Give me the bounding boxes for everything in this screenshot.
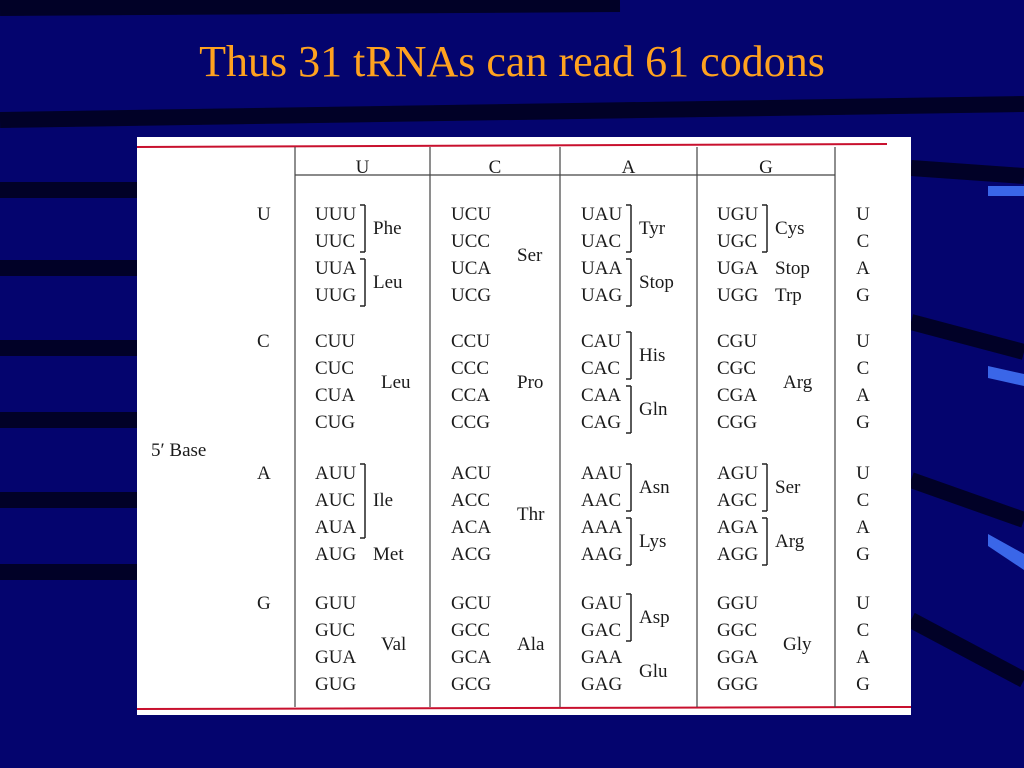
codon: AUC — [315, 490, 356, 511]
codon: CAA — [581, 385, 622, 406]
codon: CAC — [581, 358, 621, 379]
amino-acid-ala: Ala — [517, 633, 545, 655]
codon: AUU — [315, 463, 357, 484]
first-base-a: A — [257, 463, 271, 484]
third-base-label: A — [856, 647, 870, 668]
codon: AAG — [581, 544, 623, 565]
codon: GCA — [451, 647, 492, 668]
third-base-label: G — [856, 285, 870, 306]
codon: UAC — [581, 231, 622, 252]
codon: GAA — [581, 647, 623, 668]
codon: ACA — [451, 517, 492, 538]
amino-acid-phe: Phe — [373, 217, 402, 239]
codon: UCA — [451, 258, 492, 279]
codon: AUA — [315, 517, 357, 538]
codon: CGA — [717, 385, 758, 406]
codon: GCU — [451, 593, 492, 614]
codon: CUA — [315, 385, 356, 406]
column-header-c: C — [488, 157, 502, 178]
first-base-label: 5′ Base — [151, 440, 207, 461]
amino-acid-asn: Asn — [639, 476, 670, 498]
codon: UGU — [717, 204, 759, 225]
codon: GCC — [451, 620, 491, 641]
codon: CCC — [451, 358, 490, 379]
amino-acid-leu: Leu — [381, 371, 411, 393]
codon: UUC — [315, 231, 356, 252]
amino-acid-gln: Gln — [639, 398, 668, 420]
codon: AUG — [315, 544, 357, 565]
third-base-label: C — [856, 231, 870, 252]
codon: GAU — [581, 593, 623, 614]
third-base-label: A — [856, 517, 870, 538]
codon: AAC — [581, 490, 622, 511]
amino-acid-cys: Cys — [775, 217, 805, 239]
amino-acid-thr: Thr — [517, 503, 545, 525]
third-base-label: A — [856, 258, 870, 279]
codon: GUA — [315, 647, 357, 668]
top-rule — [137, 144, 887, 147]
codon: GUG — [315, 674, 357, 695]
codon: CCU — [451, 331, 491, 352]
codon: AAA — [581, 517, 623, 538]
codon: UAU — [581, 204, 623, 225]
third-base-label: U — [856, 463, 870, 484]
codon: GUU — [315, 593, 357, 614]
third-base-label: U — [856, 204, 870, 225]
amino-acid-val: Val — [381, 633, 407, 655]
codon: ACG — [451, 544, 492, 565]
amino-acid-stop: Stop — [775, 258, 810, 279]
third-base-label: U — [856, 331, 870, 352]
amino-acid-his: His — [639, 344, 666, 366]
amino-acid-pro: Pro — [517, 371, 544, 393]
first-base-u: U — [257, 204, 271, 225]
codon: CUG — [315, 412, 356, 433]
amino-acid-trp: Trp — [775, 285, 802, 306]
amino-acid-gly: Gly — [783, 633, 812, 655]
column-header-a: A — [621, 157, 636, 178]
codon: ACC — [451, 490, 491, 511]
codon: CCG — [451, 412, 491, 433]
amino-acid-arg: Arg — [775, 530, 805, 552]
codon: CGC — [717, 358, 757, 379]
first-base-c: C — [257, 331, 270, 352]
codon-table — [137, 137, 911, 715]
column-header-u: U — [355, 157, 370, 178]
codon: UCU — [451, 204, 492, 225]
third-base-label: C — [856, 490, 870, 511]
codon: UCC — [451, 231, 491, 252]
codon: UAG — [581, 285, 623, 306]
codon: GGA — [717, 647, 759, 668]
amino-acid-glu: Glu — [639, 660, 668, 682]
amino-acid-asp: Asp — [639, 606, 670, 628]
codon: GAG — [581, 674, 623, 695]
codon: AGU — [717, 463, 759, 484]
codon: CUC — [315, 358, 355, 379]
third-base-label: A — [856, 385, 870, 406]
third-base-label: G — [856, 544, 870, 565]
codon: UUG — [315, 285, 357, 306]
codon: UGC — [717, 231, 758, 252]
codon: UGG — [717, 285, 759, 306]
codon: ACU — [451, 463, 492, 484]
codon: UGA — [717, 258, 759, 279]
amino-acid-ser: Ser — [517, 244, 543, 266]
codon: CAG — [581, 412, 622, 433]
amino-acid-tyr: Tyr — [639, 217, 666, 239]
codon: CGG — [717, 412, 758, 433]
third-base-label: G — [856, 412, 870, 433]
third-base-label: U — [856, 593, 870, 614]
amino-acid-arg: Arg — [783, 371, 813, 393]
codon: CCA — [451, 385, 491, 406]
codon: UAA — [581, 258, 623, 279]
amino-acid-leu: Leu — [373, 271, 403, 293]
codon: CAU — [581, 331, 622, 352]
codon: AGC — [717, 490, 758, 511]
slide-title: Thus 31 tRNAs can read 61 codons — [199, 37, 825, 86]
amino-acid-ile: Ile — [373, 490, 394, 511]
codon: UUU — [315, 204, 357, 225]
column-header-g: G — [759, 157, 773, 178]
codon: GUC — [315, 620, 356, 641]
codon: GGC — [717, 620, 758, 641]
amino-acid-ser: Ser — [775, 476, 801, 498]
amino-acid-met: Met — [373, 544, 404, 565]
codon: GCG — [451, 674, 492, 695]
codon: CUU — [315, 331, 356, 352]
amino-acid-stop: Stop — [639, 271, 674, 293]
first-base-g: G — [257, 593, 271, 614]
codon: UUA — [315, 258, 357, 279]
codon: GGU — [717, 593, 759, 614]
codon: AAU — [581, 463, 623, 484]
third-base-label: G — [856, 674, 870, 695]
codon: AGG — [717, 544, 759, 565]
codon: UCG — [451, 285, 492, 306]
bottom-rule — [137, 707, 911, 709]
amino-acid-lys: Lys — [639, 530, 667, 552]
codon: CGU — [717, 331, 758, 352]
codon: AGA — [717, 517, 759, 538]
codon: GGG — [717, 674, 759, 695]
third-base-label: C — [856, 620, 870, 641]
third-base-label: C — [856, 358, 870, 379]
codon: GAC — [581, 620, 622, 641]
